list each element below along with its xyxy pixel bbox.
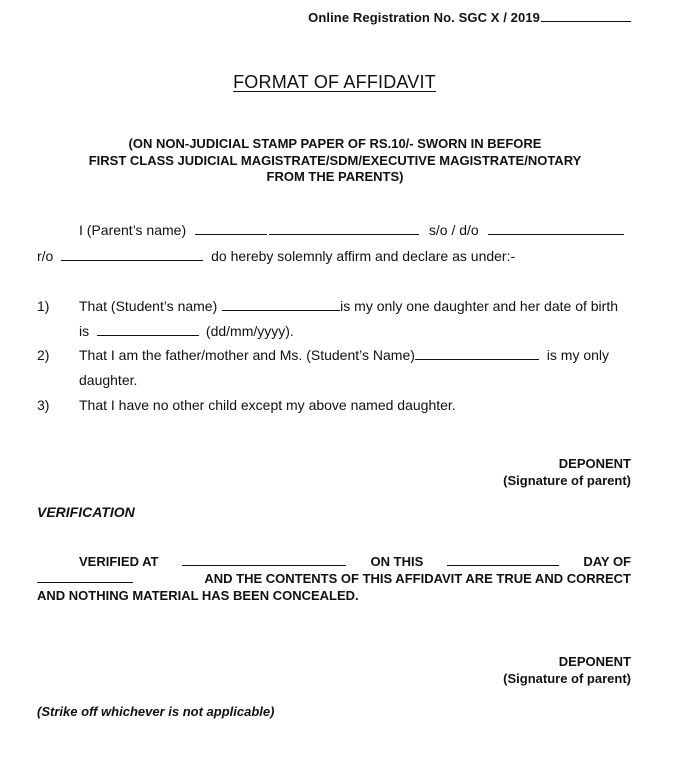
- day-of-label: DAY OF: [583, 554, 631, 569]
- deponent-label-1: DEPONENT: [558, 456, 631, 471]
- relation-label: s/o / d/o: [428, 222, 479, 238]
- residence-blank: [61, 259, 203, 261]
- parent-name-label: I (Parent’s name): [79, 222, 187, 238]
- residence-label: r/o: [37, 248, 54, 264]
- registration-blank: [541, 20, 631, 22]
- point-1-text-2: is my only one daughter and her date of birth: [340, 298, 618, 314]
- point-1-text-1: That (Student’s name): [79, 298, 218, 314]
- verified-at-blank: [182, 564, 346, 566]
- document-subtitle: [40, 136, 630, 186]
- verification-row-2: [37, 571, 631, 588]
- point-1-line-1: [79, 298, 618, 314]
- deponent-block-1: [503, 456, 631, 489]
- point-2-number: 2): [37, 347, 50, 363]
- student-name-blank: [222, 309, 340, 311]
- registration-number: [308, 10, 631, 25]
- point-1-text-3: is: [79, 323, 90, 339]
- subtitle-line-3: FROM THE PARENTS): [266, 169, 404, 184]
- point-2-text-2: is my only: [546, 347, 610, 363]
- day-blank: [37, 581, 133, 583]
- deponent-label-2: DEPONENT: [558, 654, 631, 669]
- deponent-signature-2: (Signature of parent): [503, 670, 631, 686]
- affirm-text: do hereby solemnly affirm and declare as under:-: [211, 248, 516, 264]
- student-name-blank-2: [415, 358, 539, 360]
- deponent-signature-1: (Signature of parent): [503, 472, 631, 488]
- nothing-concealed-text: AND NOTHING MATERIAL HAS BEEN CONCEALED.: [37, 587, 359, 603]
- point-3-number: 3): [37, 397, 50, 413]
- contents-text: AND THE CONTENTS OF THIS AFFIDAVIT ARE TRUE AND CORRECT: [204, 570, 631, 586]
- on-this-blank: [447, 564, 559, 566]
- document-title: FORMAT OF AFFIDAVIT: [233, 72, 436, 92]
- point-2-text-1: That I am the father/mother and Ms. (Student’s Name): [79, 347, 415, 363]
- deponent-block-2: [503, 654, 631, 687]
- verification-row-1: [37, 554, 631, 571]
- parent-name-blank-2: [269, 233, 419, 235]
- residence-line: [37, 248, 515, 264]
- registration-label: Online Registration No. SGC X / 2019: [308, 10, 540, 25]
- point-1-number: 1): [37, 298, 50, 314]
- parent-name-line: [79, 222, 624, 238]
- verification-paragraph: [37, 554, 631, 604]
- strike-off-note: (Strike off whichever is not applicable): [37, 704, 275, 719]
- point-2-line-1: [79, 347, 609, 363]
- subtitle-line-2: FIRST CLASS JUDICIAL MAGISTRATE/SDM/EXECUTIVE MAGISTRATE/NOTARY: [88, 152, 582, 168]
- verification-heading: VERIFICATION: [37, 504, 135, 520]
- relation-blank: [488, 233, 624, 235]
- point-1-text-4: (dd/mm/yyyy).: [205, 323, 294, 339]
- point-3-text: That I have no other child except my above named daughter.: [79, 397, 456, 413]
- point-2-line-2: daughter.: [79, 372, 138, 388]
- verified-at-label: VERIFIED AT: [79, 554, 159, 569]
- parent-name-blank-1: [195, 233, 267, 235]
- dob-blank: [97, 334, 199, 336]
- on-this-label: ON THIS: [370, 554, 424, 569]
- point-1-line-2: [79, 323, 294, 339]
- subtitle-line-1: (ON NON-JUDICIAL STAMP PAPER OF RS.10/- SWORN IN BEFORE: [128, 136, 542, 151]
